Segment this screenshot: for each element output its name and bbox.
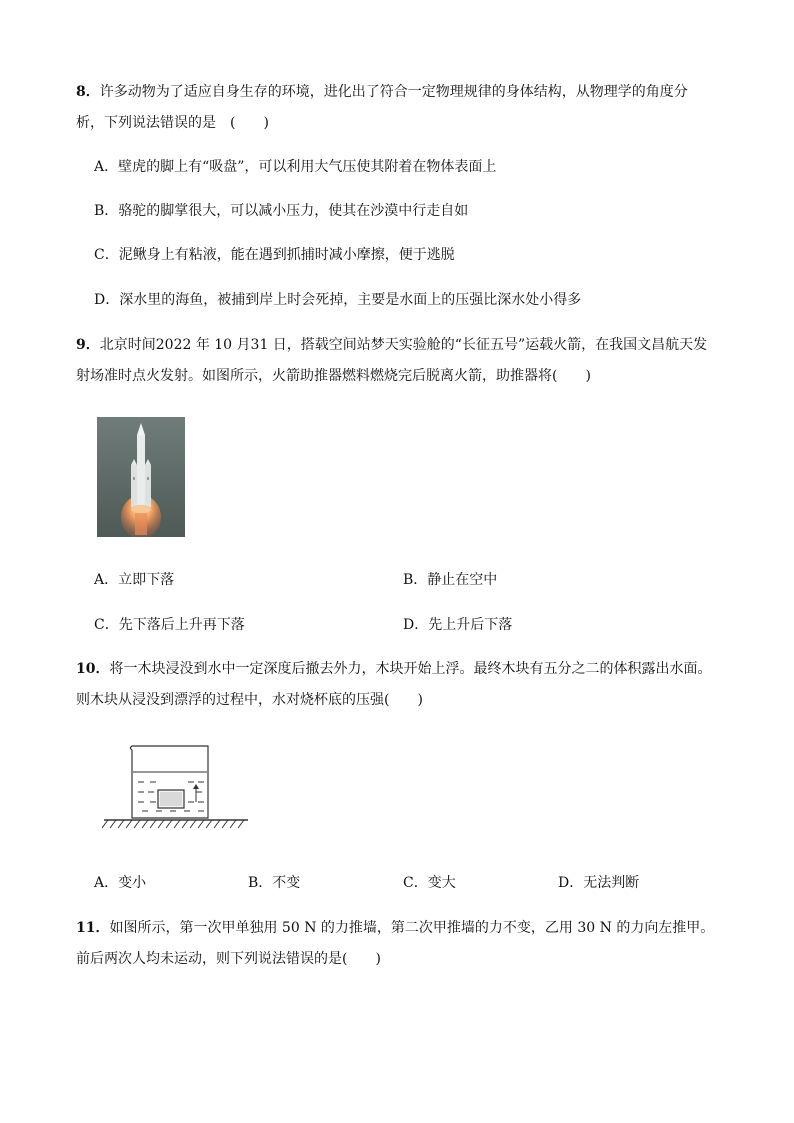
q10-stem-line1: 10．将一木块浸没到水中一定深度后撤去外力，木块开始上浮。最终木块有五分之二的体积露出水面。 [76,661,712,677]
q10-stem-line2: 则木块从浸没到漂浮的过程中，水对烧杯底的压强( ) [76,692,423,708]
q9-option-b: B．静止在空中 [403,572,498,588]
q11-number: 11． [76,920,110,936]
q8-option-a: A．壁虎的脚上有“吸盘”，可以利用大气压使其附着在物体表面上 [94,159,497,175]
q10-option-c: C．变大 [403,875,456,891]
q9-stem-line2: 射场准时点火发射。如图所示，火箭助推器燃料燃烧完后脱离火箭，助推器将( ) [76,368,591,384]
rocket-launch-photo [97,417,185,537]
q8-option-d: D．深水里的海鱼，被捕到岸上时会死掉，主要是水面上的压强比深水处小得多 [94,292,582,308]
q11-stem-line1: 11．如图所示，第一次甲单独用 50 N 的力推墙，第二次甲推墙的力不变，乙用 30 N 的力向左推甲。 [76,920,715,936]
q10-option-d: D．无法判断 [558,875,640,891]
q11-stem-line2: 前后两次人均未运动，则下列说法错误的是( ) [76,951,381,967]
q8-option-b: B．骆驼的脚掌很大，可以减小压力，使其在沙漠中行走自如 [94,203,469,219]
q8-option-c: C．泥鳅身上有粘液，能在遇到抓捕时减小摩擦，便于逃脱 [94,247,455,263]
q9-number: 9． [76,337,100,353]
beaker-with-wood-block-diagram [102,740,250,832]
q8-number: 8． [76,84,100,100]
q8-stem-line2: 析，下列说法错误的是 ( ) [76,115,269,131]
q10-option-b: B．不变 [248,875,301,891]
q9-option-c: C．先下落后上升再下落 [94,617,245,633]
q9-option-d: D．先上升后下落 [403,617,513,633]
q9-option-a: A．立即下落 [94,572,175,588]
q10-option-a: A．变小 [94,875,147,891]
q8-stem-line1: 8．许多动物为了适应自身生存的环境，进化出了符合一定物理规律的身体结构，从物理学的角度分 [76,84,688,100]
q10-number: 10． [76,661,110,677]
q9-stem-line1: 9．北京时间2022 年 10 月31 日，搭载空间站梦天实验舱的“长征五号”运载火箭，在我国文昌航天发 [76,337,708,353]
